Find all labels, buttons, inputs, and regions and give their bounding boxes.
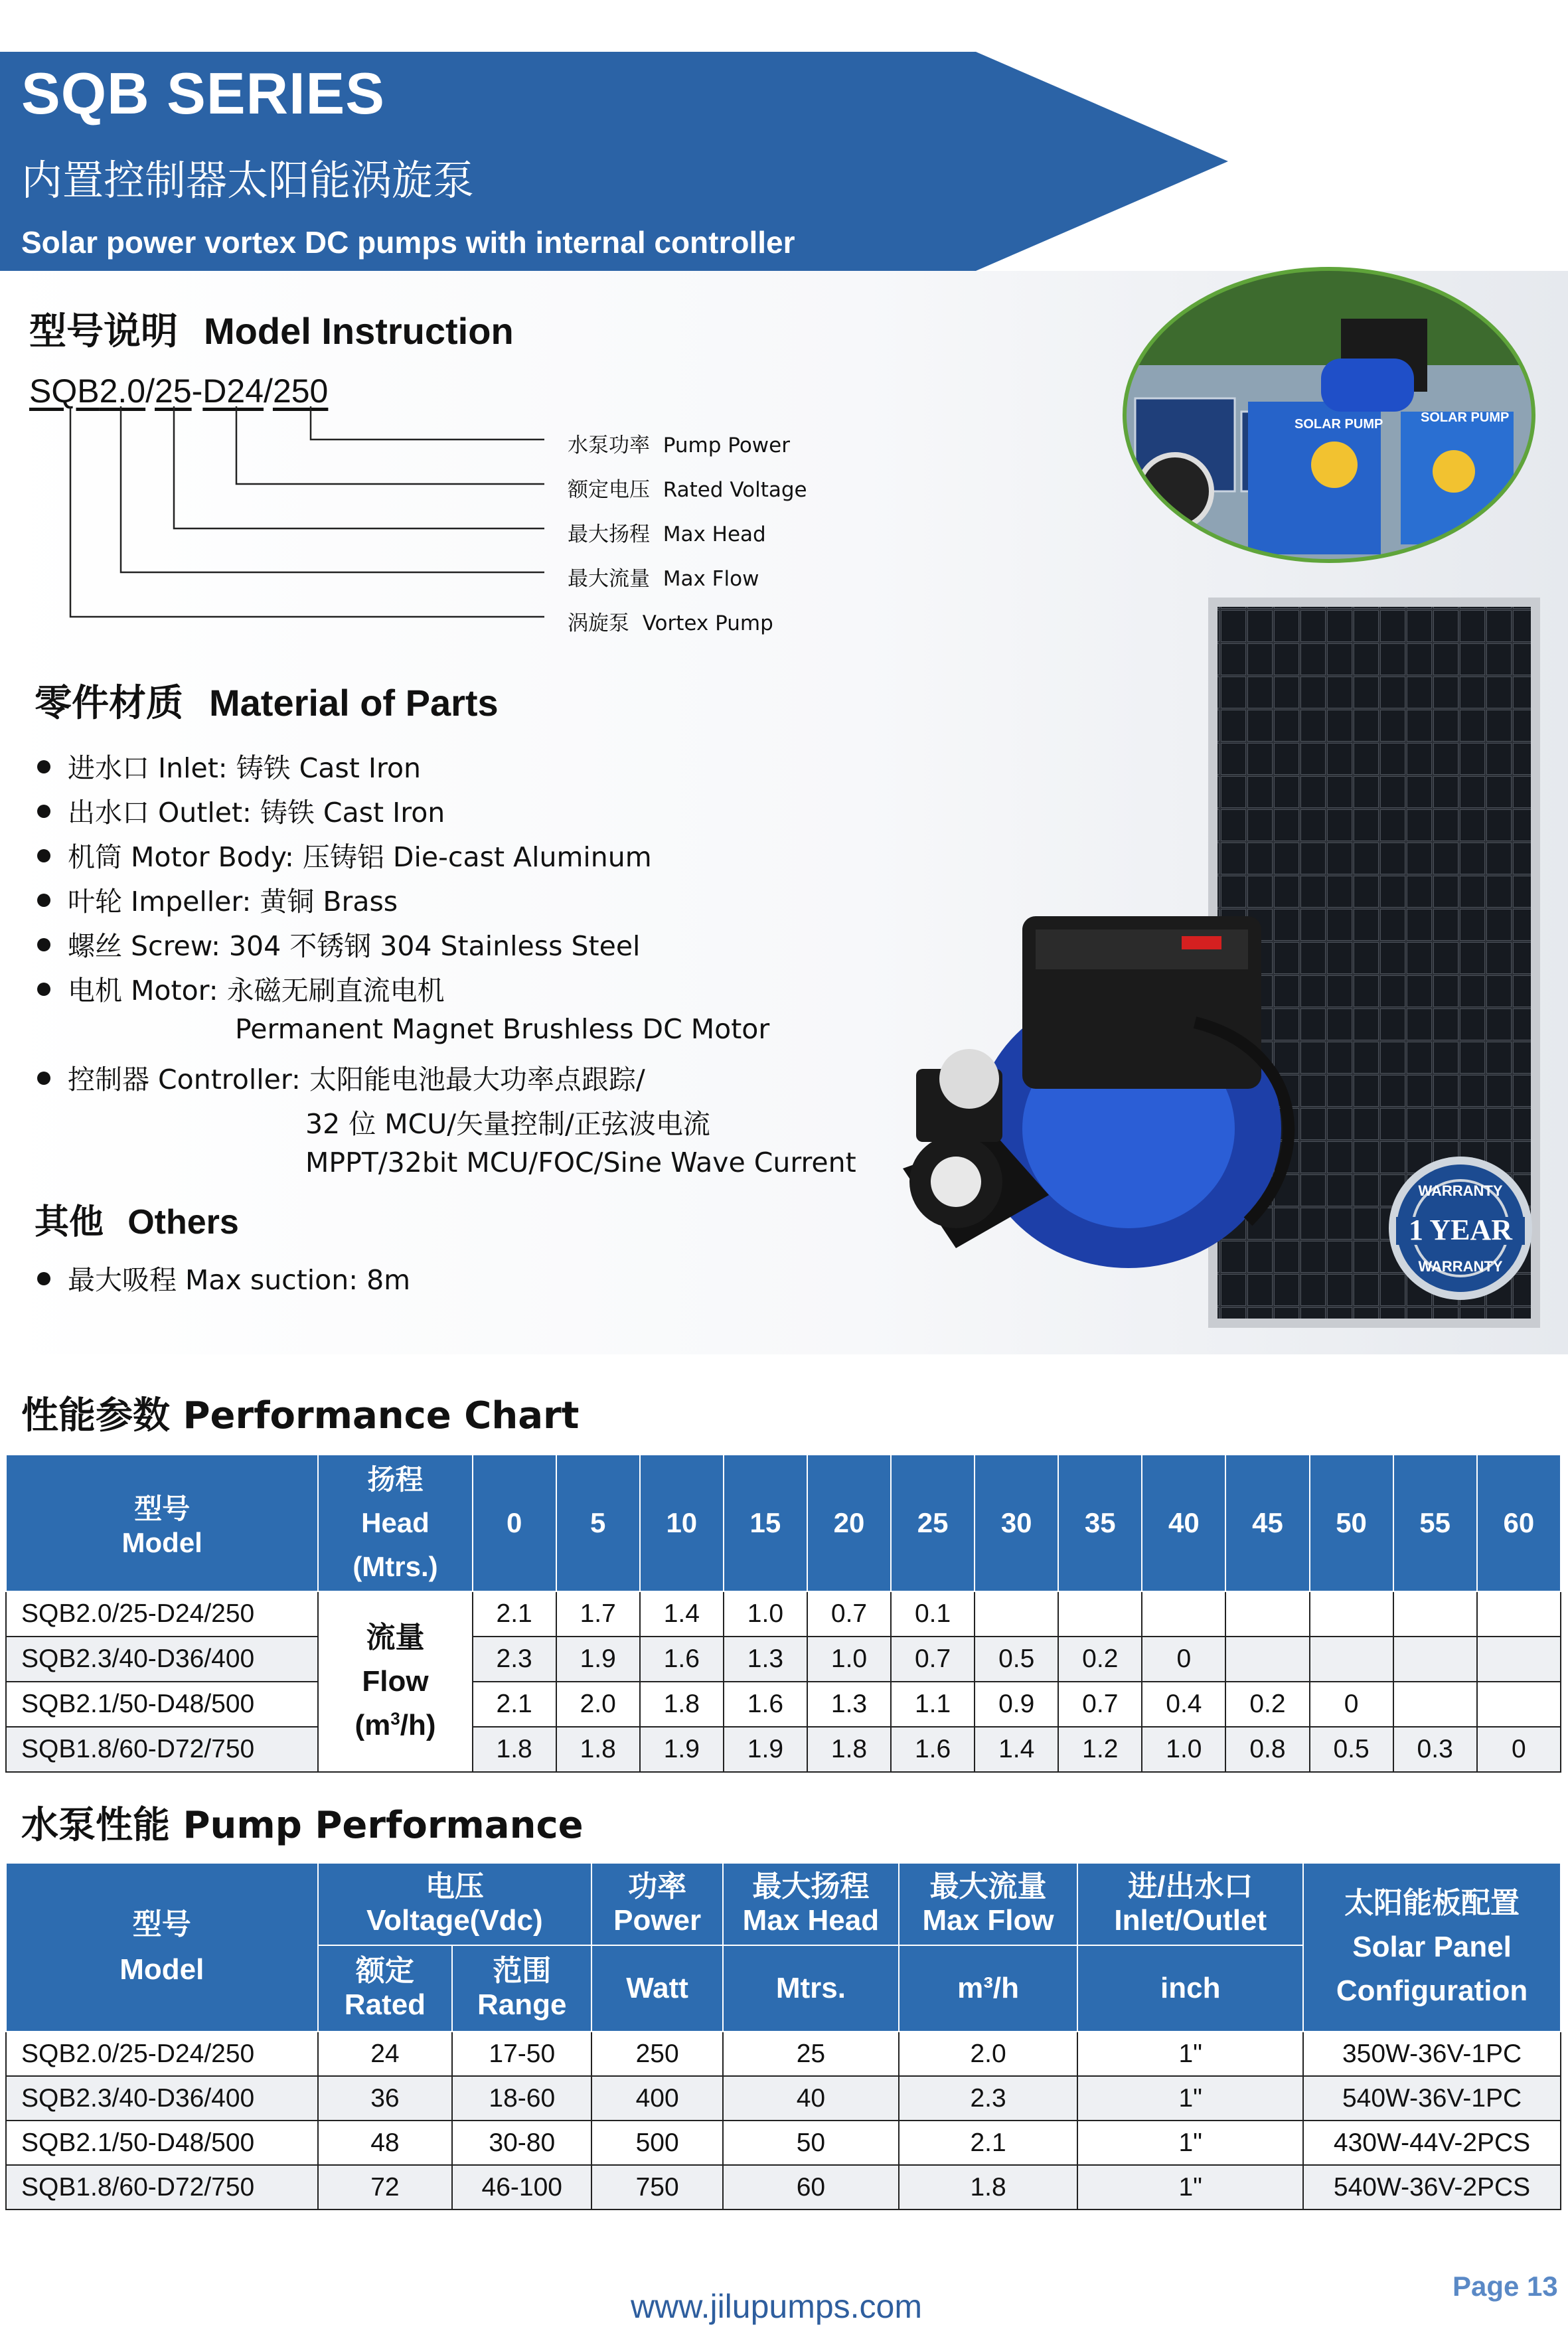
pp-flow: 2.1 (899, 2121, 1078, 2165)
table-row (6, 1637, 1561, 1682)
perf-value: 1.6 (891, 1727, 975, 1772)
table-row (6, 2076, 1561, 2121)
page-number: Page 13 (1452, 2271, 1558, 2302)
perf-head-35: 35 (1058, 1455, 1142, 1591)
perf-head-25: 25 (891, 1455, 975, 1591)
perf-value: 1.6 (640, 1637, 724, 1682)
pump-image (876, 916, 1334, 1328)
perf-value: 1.9 (640, 1727, 724, 1772)
legend-vortex-pump: 涡旋泵 Vortex Pump (568, 611, 773, 635)
material-item-impeller: 叶轮 Impeller: 黄铜 Brass (37, 880, 398, 919)
pp-header-power: 功率 Power (591, 1863, 723, 1945)
perf-head-20: 20 (807, 1455, 891, 1591)
performance-chart-table (5, 1454, 1561, 1773)
perf-head-30: 30 (975, 1455, 1058, 1591)
warranty-year-text: 1 YEAR (1408, 1214, 1513, 1246)
pump-performance-title: 水泵性能 Pump Performance (21, 1804, 584, 1847)
perf-value: 0.2 (1058, 1637, 1142, 1682)
perf-header-head: 扬程 Head (Mtrs.) (318, 1455, 472, 1591)
material-item-screw: 螺丝 Screw: 304 不锈钢 304 Stainless Steel (37, 924, 640, 963)
table-row (6, 1591, 1561, 1637)
perf-value (1225, 1591, 1309, 1637)
perf-value: 1.1 (891, 1682, 975, 1727)
title-english: Solar power vortex DC pumps with internal controller (21, 225, 795, 260)
perf-head-5: 5 (556, 1455, 640, 1591)
perf-value (1393, 1637, 1477, 1682)
perf-value (1225, 1637, 1309, 1682)
perf-value: 2.1 (473, 1591, 556, 1637)
material-controller-detail-cn: 32 位 MCU/矢量控制/正弦波电流 (305, 1108, 710, 1140)
pp-unit-inch: inch (1077, 1945, 1303, 2032)
material-motor-detail: Permanent Magnet Brushless DC Motor (235, 1013, 770, 1045)
perf-value: 1.3 (807, 1682, 891, 1727)
material-item-motor: 电机 Motor: 永磁无刷直流电机 (37, 969, 445, 1008)
perf-value (1058, 1591, 1142, 1637)
perf-value: 1.2 (1058, 1727, 1142, 1772)
perf-header-model: 型号 Model (6, 1455, 318, 1591)
perf-value (1310, 1637, 1393, 1682)
pp-solar: 540W-36V-1PC (1303, 2076, 1561, 2121)
pp-watt: 400 (591, 2076, 723, 2121)
perf-head-10: 10 (640, 1455, 724, 1591)
pp-rated: 48 (318, 2121, 453, 2165)
perf-value: 0.5 (1310, 1727, 1393, 1772)
perf-value: 0 (1310, 1682, 1393, 1727)
perf-head-50: 50 (1310, 1455, 1393, 1591)
pp-watt: 250 (591, 2032, 723, 2076)
perf-value: 1.6 (724, 1682, 807, 1727)
pp-range: 18-60 (452, 2076, 591, 2121)
perf-value: 0.8 (1225, 1727, 1309, 1772)
perf-value: 0 (1142, 1637, 1225, 1682)
pp-header-model: 型号 Model (6, 1863, 318, 2032)
perf-value: 1.8 (473, 1727, 556, 1772)
pp-rated: 24 (318, 2032, 453, 2076)
perf-value (975, 1591, 1058, 1637)
pp-flow: 2.0 (899, 2032, 1078, 2076)
perf-value: 2.0 (556, 1682, 640, 1727)
pp-io: 1" (1077, 2032, 1303, 2076)
pp-rated: 36 (318, 2076, 453, 2121)
table-row (6, 1682, 1561, 1727)
materials-title: 零件材质 Material of Parts (35, 682, 499, 725)
pump-performance-table (5, 1862, 1561, 2210)
perf-value (1393, 1682, 1477, 1727)
pp-io: 1" (1077, 2165, 1303, 2209)
pp-io: 1" (1077, 2076, 1303, 2121)
pp-watt: 750 (591, 2165, 723, 2209)
perf-value: 1.4 (975, 1727, 1058, 1772)
perf-value: 1.9 (724, 1727, 807, 1772)
pp-solar: 540W-36V-2PCS (1303, 2165, 1561, 2209)
pp-flow: 1.8 (899, 2165, 1078, 2209)
perf-value (1310, 1591, 1393, 1637)
pp-unit-flow: m³/h (899, 1945, 1078, 2032)
perf-model: SQB2.1/50-D48/500 (6, 1682, 318, 1727)
table-row (6, 2165, 1561, 2209)
perf-value: 0.7 (891, 1637, 975, 1682)
pp-model: SQB2.0/25-D24/250 (6, 2032, 318, 2076)
pp-head: 60 (723, 2165, 899, 2209)
pp-header-rated: 额定 Rated (318, 1945, 453, 2032)
pp-range: 17-50 (452, 2032, 591, 2076)
perf-value: 0.2 (1225, 1682, 1309, 1727)
pp-unit-watt: Watt (591, 1945, 723, 2032)
pp-flow: 2.3 (899, 2076, 1078, 2121)
pp-range: 30-80 (452, 2121, 591, 2165)
perf-head-40: 40 (1142, 1455, 1225, 1591)
perf-value (1142, 1591, 1225, 1637)
pp-unit-mtrs: Mtrs. (723, 1945, 899, 2032)
warranty-bottom-text: WARRANTY (1418, 1258, 1503, 1275)
others-item-suction: 最大吸程 Max suction: 8m (37, 1258, 410, 1297)
pp-head: 25 (723, 2032, 899, 2076)
perf-flow-label: 流量 Flow $(m^3/h)$ (318, 1591, 472, 1772)
legend-rated-voltage: 额定电压 Rated Voltage (568, 478, 807, 502)
title-chinese: 内置控制器太阳能涡旋泵 (21, 156, 475, 204)
model-code-leader-lines (0, 398, 597, 624)
pp-header-row-1 (6, 1863, 1561, 1945)
perf-value: 1.0 (807, 1637, 891, 1682)
perf-value: 2.3 (473, 1637, 556, 1682)
pp-model: SQB2.3/40-D36/400 (6, 2076, 318, 2121)
material-item-inlet: 进水口 Inlet: 铸铁 Cast Iron (37, 746, 421, 785)
pp-model: SQB1.8/60-D72/750 (6, 2165, 318, 2209)
perf-value: 1.7 (556, 1591, 640, 1637)
pp-header-solar: 太阳能板配置 Solar Panel Configuration (1303, 1863, 1561, 2032)
table-row (6, 2032, 1561, 2076)
box-label-2: SOLAR PUMP (1421, 410, 1510, 425)
legend-max-flow: 最大流量 Max Flow (568, 567, 759, 591)
perf-value: 0 (1477, 1727, 1561, 1772)
performance-header-row (6, 1455, 1561, 1591)
perf-value: 1.0 (724, 1591, 807, 1637)
perf-value: 0.5 (975, 1637, 1058, 1682)
perf-head-55: 55 (1393, 1455, 1477, 1591)
pp-rated: 72 (318, 2165, 453, 2209)
pp-header-head: 最大扬程 Max Head (723, 1863, 899, 1945)
perf-model: SQB1.8/60-D72/750 (6, 1727, 318, 1772)
pp-header-range: 范围 Range (452, 1945, 591, 2032)
perf-value: 2.1 (473, 1682, 556, 1727)
model-code: SQB2.0/25-D24/250 (29, 372, 329, 410)
perf-head-0: 0 (473, 1455, 556, 1591)
perf-value: 0.3 (1393, 1727, 1477, 1772)
legend-pump-power: 水泵功率 Pump Power (568, 434, 790, 457)
pp-header-flow: 最大流量 Max Flow (899, 1863, 1078, 1945)
material-item-motor-body: 机筒 Motor Body: 压铸铝 Die-cast Aluminum (37, 835, 652, 874)
perf-head-60: 60 (1477, 1455, 1561, 1591)
perf-value (1477, 1682, 1561, 1727)
perf-value: 1.8 (556, 1727, 640, 1772)
product-oval-photo (1122, 266, 1537, 564)
pp-solar: 430W-44V-2PCS (1303, 2121, 1561, 2165)
pp-model: SQB2.1/50-D48/500 (6, 2121, 318, 2165)
material-item-controller: 控制器 Controller: 太阳能电池最大功率点跟踪/ (37, 1058, 645, 1097)
perf-value: 0.1 (891, 1591, 975, 1637)
others-title: 其他 Others (35, 1202, 239, 1242)
warranty-badge (1384, 1152, 1537, 1305)
pp-head: 40 (723, 2076, 899, 2121)
pp-solar: 350W-36V-1PC (1303, 2032, 1561, 2076)
perf-value: 0.7 (1058, 1682, 1142, 1727)
pp-watt: 500 (591, 2121, 723, 2165)
perf-value: 0.4 (1142, 1682, 1225, 1727)
perf-value: 1.0 (1142, 1727, 1225, 1772)
perf-model: SQB2.3/40-D36/400 (6, 1637, 318, 1682)
perf-value (1477, 1637, 1561, 1682)
perf-value: 0.9 (975, 1682, 1058, 1727)
pp-header-voltage: 电压 Voltage(Vdc) (318, 1863, 592, 1945)
footer-website-link[interactable]: www.jilupumps.com (631, 2288, 923, 2325)
pp-head: 50 (723, 2121, 899, 2165)
perf-value: 0.7 (807, 1591, 891, 1637)
perf-value: 1.3 (724, 1637, 807, 1682)
perf-value: 1.4 (640, 1591, 724, 1637)
material-controller-detail-en: MPPT/32bit MCU/FOC/Sine Wave Current (305, 1147, 856, 1178)
pp-header-inlet-outlet: 进/出水口 Inlet/Outlet (1077, 1863, 1303, 1945)
box-label-1: SOLAR PUMP (1294, 417, 1383, 432)
series-title: SQB SERIES (21, 60, 385, 126)
performance-chart-title: 性能参数 Performance Chart (21, 1394, 580, 1437)
pp-range: 46-100 (452, 2165, 591, 2209)
perf-value: 1.9 (556, 1637, 640, 1682)
perf-value: 1.8 (640, 1682, 724, 1727)
perf-value (1477, 1591, 1561, 1637)
perf-head-45: 45 (1225, 1455, 1309, 1591)
model-instruction-title: 型号说明 Model Instruction (29, 310, 514, 353)
table-row (6, 2121, 1561, 2165)
perf-value: 1.8 (807, 1727, 891, 1772)
perf-head-15: 15 (724, 1455, 807, 1591)
pp-io: 1" (1077, 2121, 1303, 2165)
perf-value (1393, 1591, 1477, 1637)
warranty-top-text: WARRANTY (1418, 1182, 1503, 1199)
perf-model: SQB2.0/25-D24/250 (6, 1591, 318, 1637)
material-item-outlet: 出水口 Outlet: 铸铁 Cast Iron (37, 791, 445, 830)
legend-max-head: 最大扬程 Max Head (568, 522, 766, 546)
table-row (6, 1727, 1561, 1772)
